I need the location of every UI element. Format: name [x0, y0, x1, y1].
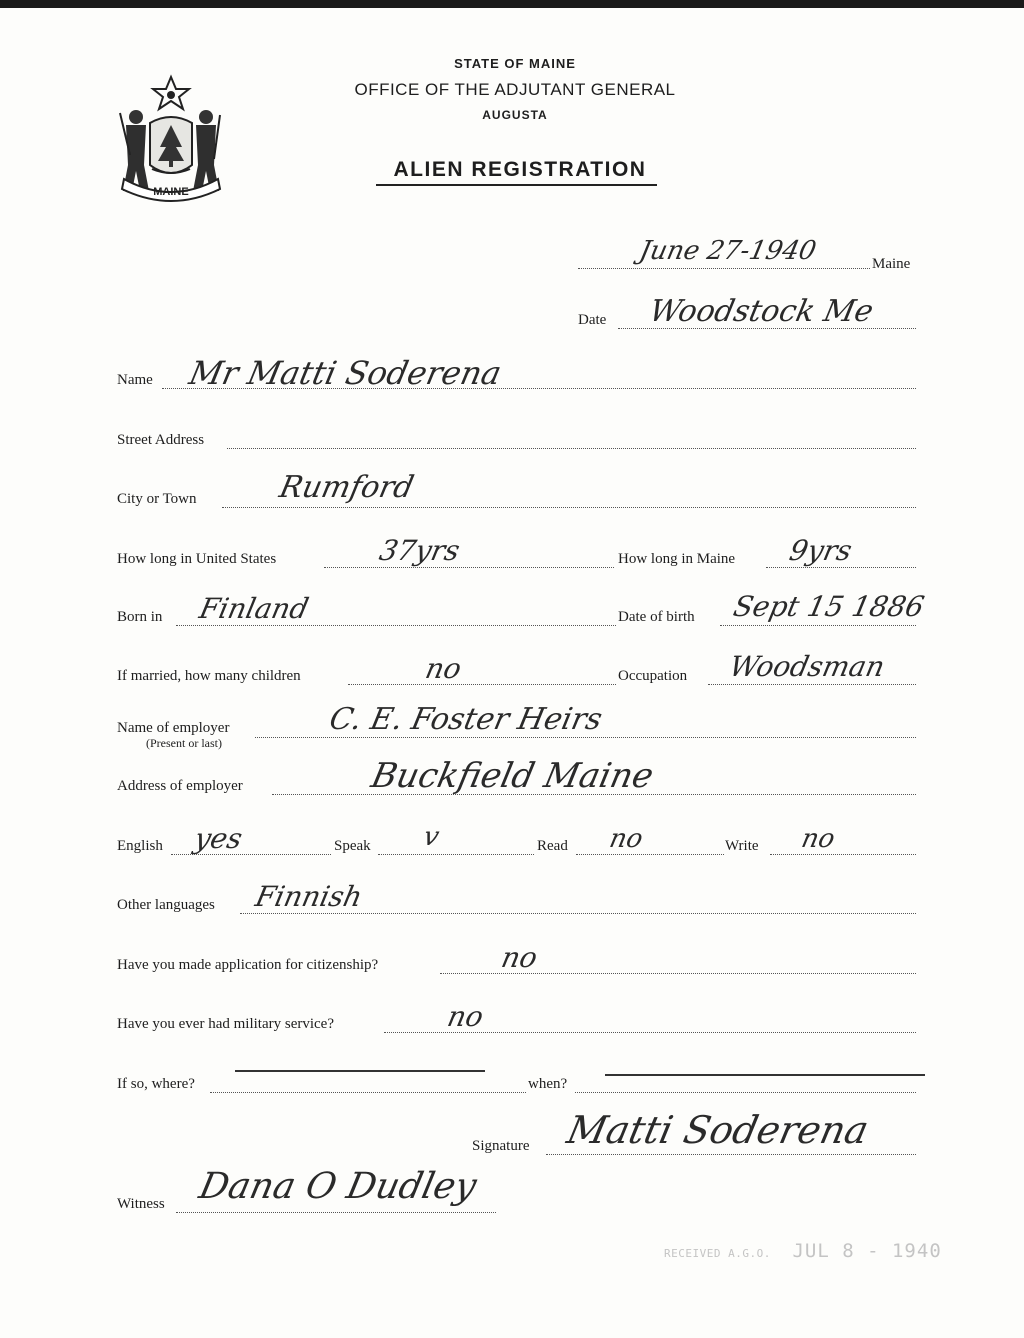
where-label: If so, where?: [117, 1076, 195, 1092]
city-line: [222, 507, 916, 508]
employer-address-label: Address of employer: [117, 778, 243, 794]
english-entry: yes: [191, 822, 246, 855]
form-title: ALIEN REGISTRATION: [393, 158, 647, 181]
citizenship-entry: no: [498, 941, 541, 974]
witness-label: Witness: [117, 1196, 165, 1212]
where-line: [210, 1092, 526, 1093]
speak-entry: v: [420, 822, 442, 852]
occupation-line: [708, 684, 916, 685]
form-sheet: [0, 8, 1024, 1338]
children-line: [348, 684, 616, 685]
city-heading: AUGUSTA: [482, 108, 548, 122]
employer-sublabel: (Present or last): [146, 736, 222, 750]
how-long-maine-label: How long in Maine: [618, 551, 736, 567]
citizenship-label: Have you made application for citizenship?: [117, 957, 379, 973]
born-in-label: Born in: [117, 609, 163, 625]
born-in-entry: Finland: [196, 592, 312, 625]
street-label: Street Address: [117, 432, 205, 448]
children-label: If married, how many children: [117, 668, 301, 684]
write-label: Write: [725, 838, 759, 854]
other-languages-label: Other languages: [117, 897, 215, 913]
when-line: [575, 1092, 916, 1093]
how-long-maine-entry: 9yrs: [786, 534, 855, 567]
how-long-us-label: How long in United States: [117, 551, 277, 567]
children-entry: no: [422, 652, 465, 685]
signature-entry: Matti Soderena: [563, 1108, 873, 1152]
how-long-maine-line: [766, 567, 916, 568]
read-line: [576, 854, 724, 855]
state-heading: STATE OF MAINE: [454, 56, 576, 71]
read-entry: no: [606, 824, 646, 854]
witness-line: [176, 1212, 496, 1213]
speak-line: [378, 854, 534, 855]
received-stamp: [664, 1240, 942, 1262]
signature-line: [546, 1154, 916, 1155]
when-dash: [605, 1074, 925, 1076]
seal-banner-text: MAINE: [153, 186, 189, 198]
speak-label: Speak: [334, 838, 371, 854]
employer-line: [255, 737, 916, 738]
city-entry: Rumford: [276, 470, 417, 505]
date-of-birth-label: Date of birth: [618, 609, 695, 625]
read-label: Read: [537, 838, 568, 854]
office-heading: OFFICE OF THE ADJUTANT GENERAL: [354, 80, 676, 99]
occupation-entry: Woodsman: [726, 650, 888, 683]
date-entry: June 27-1940: [636, 236, 819, 266]
employer-label: Name of employer: [117, 720, 230, 736]
title-underline: [376, 184, 657, 186]
signature-label: Signature: [472, 1138, 530, 1154]
employer-address-entry: Buckfield Maine: [367, 756, 658, 796]
military-entry: no: [444, 1000, 487, 1033]
street-line: [227, 448, 916, 449]
born-in-line: [176, 625, 616, 626]
maine-label: Maine: [872, 256, 911, 272]
date-label: Date: [578, 312, 607, 328]
stamp-date-text: JUL 8 - 1940: [792, 1240, 942, 1262]
write-entry: no: [798, 824, 838, 854]
other-languages-entry: Finnish: [252, 880, 366, 913]
write-line: [770, 854, 916, 855]
when-label: when?: [528, 1076, 568, 1092]
name-entry: Mr Matti Soderena: [185, 354, 505, 392]
location-entry: Woodstock Me: [646, 294, 877, 329]
date-of-birth-entry: Sept 15 1886: [730, 590, 928, 623]
where-dash: [235, 1070, 485, 1072]
occupation-label: Occupation: [618, 668, 688, 684]
date-line-1: [578, 268, 870, 269]
state-seal-icon: [116, 73, 226, 203]
name-label: Name: [117, 372, 153, 388]
witness-entry: Dana O Dudley: [195, 1166, 480, 1207]
other-languages-line: [240, 913, 916, 914]
date-of-birth-line: [720, 625, 916, 626]
english-label: English: [117, 838, 163, 854]
military-label: Have you ever had military service?: [117, 1016, 334, 1032]
stamp-received-text: RECEIVED A.G.O.: [664, 1247, 771, 1260]
how-long-us-entry: 37yrs: [376, 534, 463, 567]
employer-entry: C. E. Foster Heirs: [326, 702, 606, 737]
city-label: City or Town: [117, 491, 197, 507]
how-long-us-line: [324, 567, 614, 568]
